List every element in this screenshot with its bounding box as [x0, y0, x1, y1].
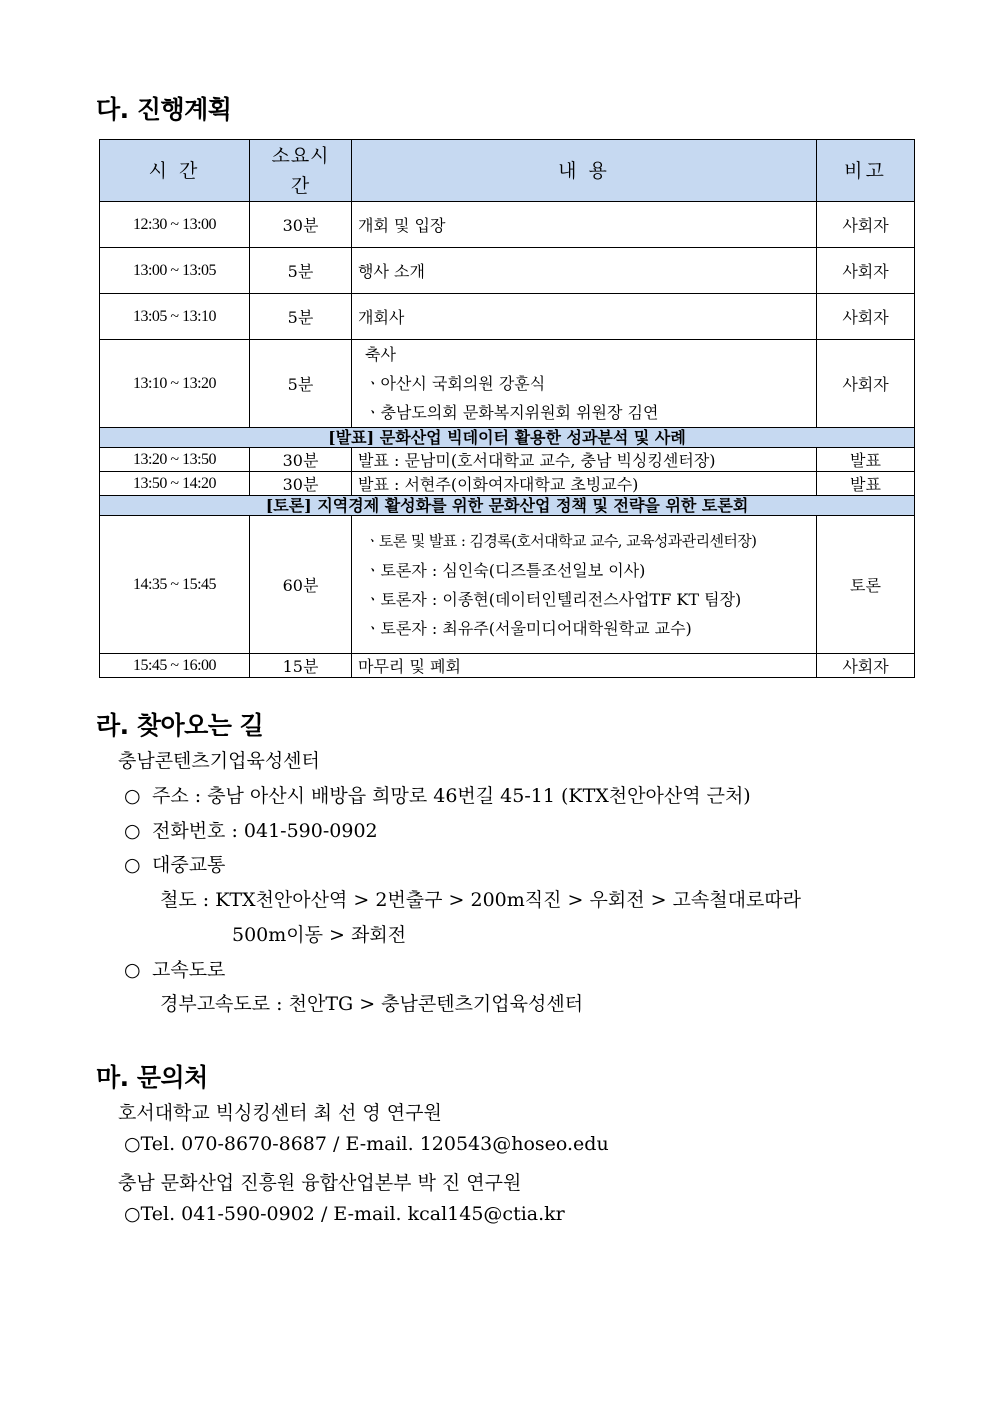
row-time: 15:45 ~ 16:00 — [100, 654, 250, 678]
row-note: 토론 — [817, 516, 915, 654]
row-duration: 5분 — [250, 248, 352, 294]
row-content: 발표 : 서현주(이화여자대학교 초빙교수) — [352, 472, 817, 496]
header-time: 시 간 — [100, 140, 250, 202]
header-duration: 소요시간 — [250, 140, 352, 202]
address-text: 주소 : 충남 아산시 배방읍 희망로 46번길 45-11 (KTX천안아산역 근처) — [152, 785, 751, 807]
highway-line — [124, 955, 225, 982]
bullet-icon: ○ — [124, 854, 141, 876]
row-duration: 30분 — [250, 202, 352, 248]
content-line: ㆍ토론자 : 최유주(서울미디어대학원학교 교수) — [365, 618, 692, 638]
address-line — [124, 781, 751, 808]
row-note: 사회자 — [817, 248, 915, 294]
row-content: 개회사 — [352, 294, 817, 340]
rail-route-line2: 500m이동 > 좌회전 — [232, 924, 407, 946]
content-line: ㆍ토론 및 발표 : 김경록(호서대학교 교수, 교육성과관리센터장) — [365, 531, 757, 550]
highway-route: 경부고속도로 : 천안TG > 충남콘텐츠기업육성센터 — [160, 993, 584, 1015]
transit-label: 대중교통 — [152, 854, 226, 876]
rail-route-line1: 철도 : KTX천안아산역 > 2번출구 > 200m직진 > 우회전 > 고속철대로따라 — [160, 889, 802, 911]
row-duration: 5분 — [250, 340, 352, 428]
section-row-discussion — [100, 496, 915, 516]
table-row — [100, 448, 915, 472]
row-note: 발표 — [817, 472, 915, 496]
row-duration: 60분 — [250, 516, 352, 654]
row-duration: 5분 — [250, 294, 352, 340]
highway-label: 고속도로 — [152, 959, 226, 981]
directions-place: 충남콘텐츠기업육성센터 — [118, 750, 320, 772]
row-duration: 30분 — [250, 472, 352, 496]
row-content — [352, 340, 817, 428]
contact-person-2: 충남 문화산업 진흥원 융합산업본부 박 진 연구원 — [118, 1172, 522, 1194]
row-time: 13:50 ~ 14:20 — [100, 472, 250, 496]
row-content — [352, 516, 817, 654]
section-row-presentation — [100, 428, 915, 448]
header-content: 내 용 — [352, 140, 817, 202]
header-note: 비고 — [817, 140, 915, 202]
content-line: 축사 — [365, 345, 396, 364]
content-line: ㆍ토론자 : 이종현(데이터인텔리전스사업TF KT 팀장) — [365, 589, 742, 609]
row-note: 사회자 — [817, 340, 915, 428]
row-note: 사회자 — [817, 202, 915, 248]
row-duration: 30분 — [250, 448, 352, 472]
row-duration: 15분 — [250, 654, 352, 678]
row-note: 발표 — [817, 448, 915, 472]
section-title: [발표] 문화산업 빅데이터 활용한 성과분석 및 사례 — [100, 428, 915, 448]
section-title: [토론] 지역경제 활성화를 위한 문화산업 정책 및 전략을 위한 토론회 — [100, 496, 915, 516]
row-time: 12:30 ~ 13:00 — [100, 202, 250, 248]
row-note: 사회자 — [817, 294, 915, 340]
phone-line — [124, 816, 378, 843]
row-content: 행사 소개 — [352, 248, 817, 294]
schedule-table — [99, 139, 915, 678]
content-line: ㆍ아산시 국회의원 강훈식 — [365, 374, 546, 393]
table-header-row — [100, 140, 915, 202]
row-content: 발표 : 문남미(호서대학교 교수, 충남 빅싱킹센터장) — [352, 448, 817, 472]
contact-heading: 마. 문의처 — [96, 1063, 208, 1092]
contact-detail-2: ○Tel. 041-590-0902 / E-mail. kcal145@ctia.kr — [124, 1203, 565, 1225]
contact-detail-1: ○Tel. 070-8670-8687 / E-mail. 120543@hoseo.edu — [124, 1133, 609, 1155]
row-content: 마무리 및 폐회 — [352, 654, 817, 678]
row-time: 13:10 ~ 13:20 — [100, 340, 250, 428]
bullet-icon: ○ — [124, 959, 141, 981]
row-note: 사회자 — [817, 654, 915, 678]
schedule-heading: 다. 진행계획 — [96, 95, 232, 124]
table-row — [100, 516, 915, 654]
transit-line — [124, 850, 225, 877]
table-row — [100, 340, 915, 428]
row-time: 13:05 ~ 13:10 — [100, 294, 250, 340]
table-row — [100, 472, 915, 496]
phone-text: 전화번호 : 041-590-0902 — [152, 820, 378, 842]
row-time: 13:20 ~ 13:50 — [100, 448, 250, 472]
table-row — [100, 654, 915, 678]
row-time: 14:35 ~ 15:45 — [100, 516, 250, 654]
table-row — [100, 202, 915, 248]
directions-heading: 라. 찾아오는 길 — [96, 711, 264, 740]
row-time: 13:00 ~ 13:05 — [100, 248, 250, 294]
contact-person-1: 호서대학교 빅싱킹센터 최 선 영 연구원 — [118, 1102, 442, 1124]
row-content: 개회 및 입장 — [352, 202, 817, 248]
content-line: ㆍ토론자 : 심인숙(디즈틀조선일보 이사) — [365, 560, 646, 580]
bullet-icon: ○ — [124, 785, 141, 807]
table-row — [100, 248, 915, 294]
bullet-icon: ○ — [124, 820, 141, 842]
content-line: ㆍ충남도의회 문화복지위원회 위원장 김연 — [365, 403, 659, 422]
table-row — [100, 294, 915, 340]
